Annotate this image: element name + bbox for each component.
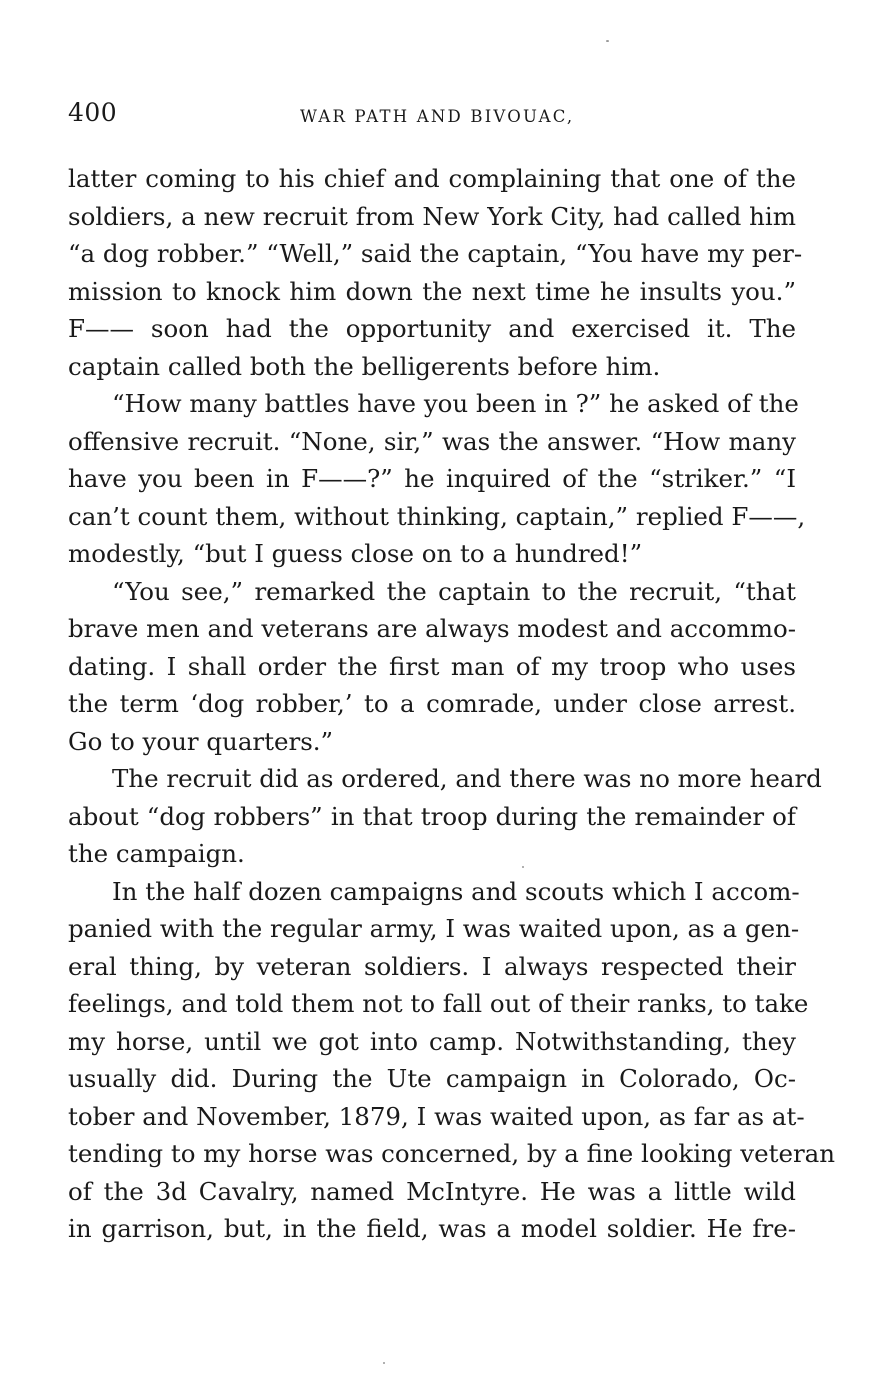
text-line: in garrison, but, in the field, was a model soldier. He fre- <box>68 1214 796 1243</box>
text-line: “a dog robber.” “Well,” said the captain, “You have my per- <box>68 239 803 268</box>
text-line: eral thing, by veteran soldiers. I always respected their <box>68 951 796 981</box>
text-line: brave men and veterans are always modest and accommo- <box>68 614 796 643</box>
text-line: usually did. During the Ute campaign in Colorado, Oc- <box>68 1064 796 1093</box>
text-line: tober and November, 1879, I was waited upon, as far as at- <box>68 1101 805 1131</box>
text-line: offensive recruit. “None, sir,” was the answer. “How many <box>68 426 796 456</box>
page-number: 400 <box>68 98 118 127</box>
text-line: my horse, until we got into camp. Notwithstanding, they <box>68 1026 796 1056</box>
text-line: F—— soon had the opportunity and exercised it. The <box>68 314 796 343</box>
text-line: of the 3d Cavalry, named McIntyre. He was a little wild <box>68 1176 796 1206</box>
body-text <box>68 160 836 1248</box>
text-line: “How many battles have you been in ?” he asked of the <box>112 389 799 418</box>
text-line: The recruit did as ordered, and there was no more heard <box>112 764 822 793</box>
print-speck <box>522 866 524 868</box>
text-line: modestly, “but I guess close on to a hundred!” <box>68 539 643 568</box>
text-line: tending to my horse was concerned, by a fine looking veteran <box>68 1139 836 1168</box>
text-line: the campaign. <box>68 839 245 868</box>
text-line: panied with the regular army, I was waited upon, as a gen- <box>68 914 800 943</box>
text-line: soldiers, a new recruit from New York City, had called him <box>68 201 796 231</box>
text-line: dating. I shall order the first man of my troop who uses <box>68 651 796 681</box>
text-line: “You see,” remarked the captain to the recruit, “that <box>112 576 796 606</box>
text-line: about “dog robbers” in that troop during the remainder of <box>68 801 796 831</box>
text-line: In the half dozen campaigns and scouts which I accom- <box>112 876 800 906</box>
text-line: feelings, and told them not to fall out of their ranks, to take <box>68 989 809 1018</box>
running-head: WAR PATH AND BIVOUAC, <box>300 107 575 126</box>
text-line: latter coming to his chief and complaining that one of the <box>68 164 796 193</box>
text-line: have you been in F——?” he inquired of the “striker.” “I <box>68 464 796 493</box>
text-line: Go to your quarters.” <box>68 726 334 756</box>
print-speck <box>606 40 609 42</box>
text-line: the term ‘dog robber,’ to a comrade, under close arrest. <box>68 689 796 718</box>
text-line: mission to knock him down the next time he insults you.” <box>68 276 796 306</box>
text-line: captain called both the belligerents before him. <box>68 351 661 381</box>
print-speck <box>383 1362 385 1364</box>
text-line: can’t count them, without thinking, captain,” replied F——, <box>68 501 806 531</box>
page-header <box>68 98 828 138</box>
